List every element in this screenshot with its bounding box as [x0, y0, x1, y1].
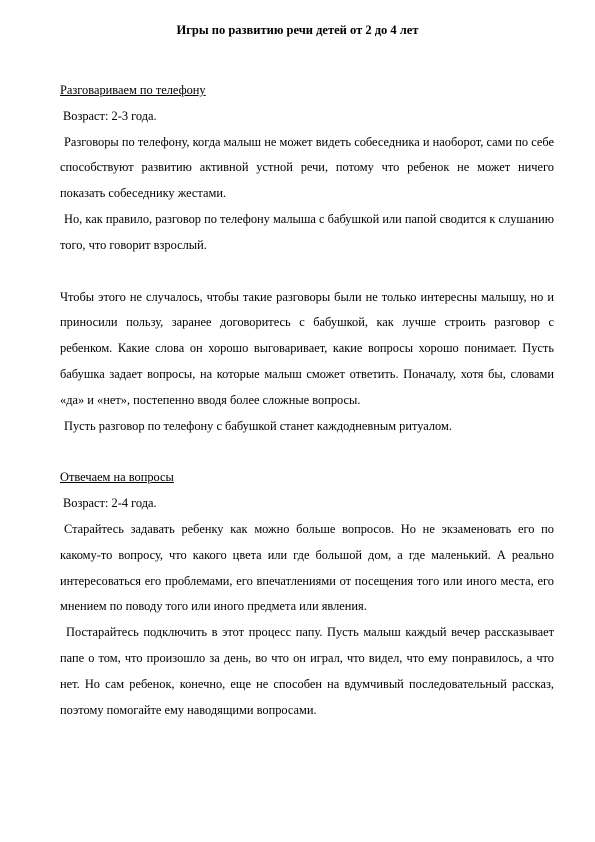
- paragraph-spacer: [60, 259, 554, 285]
- section-spacer: [60, 439, 554, 465]
- paragraph: Но, как правило, разговор по телефону малыша с бабушкой или папой сводится к слушанию того, что говорит взрослый.: [60, 211, 554, 252]
- section-age-phone: Возраст: 2-3 года.: [63, 108, 157, 123]
- section-heading-phone: Разговариваем по телефону: [60, 83, 206, 97]
- paragraph: Разговоры по телефону, когда малыш не может видеть собеседника и наоборот, сами по себе способствуют развитию активной устной речи, потому что ребенок не может ничего показать собеседнику жестами.: [60, 134, 554, 201]
- document-body: [60, 78, 554, 723]
- paragraph: Постарайтесь подключить в этот процесс папу. Пусть малыш каждый вечер рассказывает папе о том, что произошло за день, во что он играл, что видел, что ему понравилось, а что нет. Но сам ребенок, конечно, еще не способен на вдумчивый последовательный рассказ, поэтому помогайте ему наводящими вопросами.: [60, 625, 554, 717]
- paragraph: Пусть разговор по телефону с бабушкой станет каждодневным ритуалом.: [64, 418, 452, 433]
- document-title: Игры по развитию речи детей от 2 до 4 лет: [176, 23, 419, 37]
- paragraph: Старайтесь задавать ребенку как можно больше вопросов. Но не экзаменовать его по какому-то вопросу, что какого цвета или где большой дом, а где маленький. А реально интересоваться его проблемами, его впечатлениями от посещения того или иного места, его мнением по поводу того или иного предмета или явления.: [60, 521, 554, 614]
- section-age-questions: Возраст: 2-4 года.: [63, 496, 157, 511]
- paragraph: Чтобы этого не случалось, чтобы такие разговоры были не только интересны малышу, но и приносили пользу, заранее договоритесь с бабушкой, как лучше строить разговор с ребенком. Какие слова он хорошо выговаривает, какие вопросы хорошо понимает. Пусть бабушка задает вопросы, на которые малыш сможет ответить. Поначалу, хотя бы, словами «да» и «нет», постепенно вводя более сложные вопросы.: [60, 289, 554, 407]
- section-heading-questions: Отвечаем на вопросы: [60, 470, 174, 485]
